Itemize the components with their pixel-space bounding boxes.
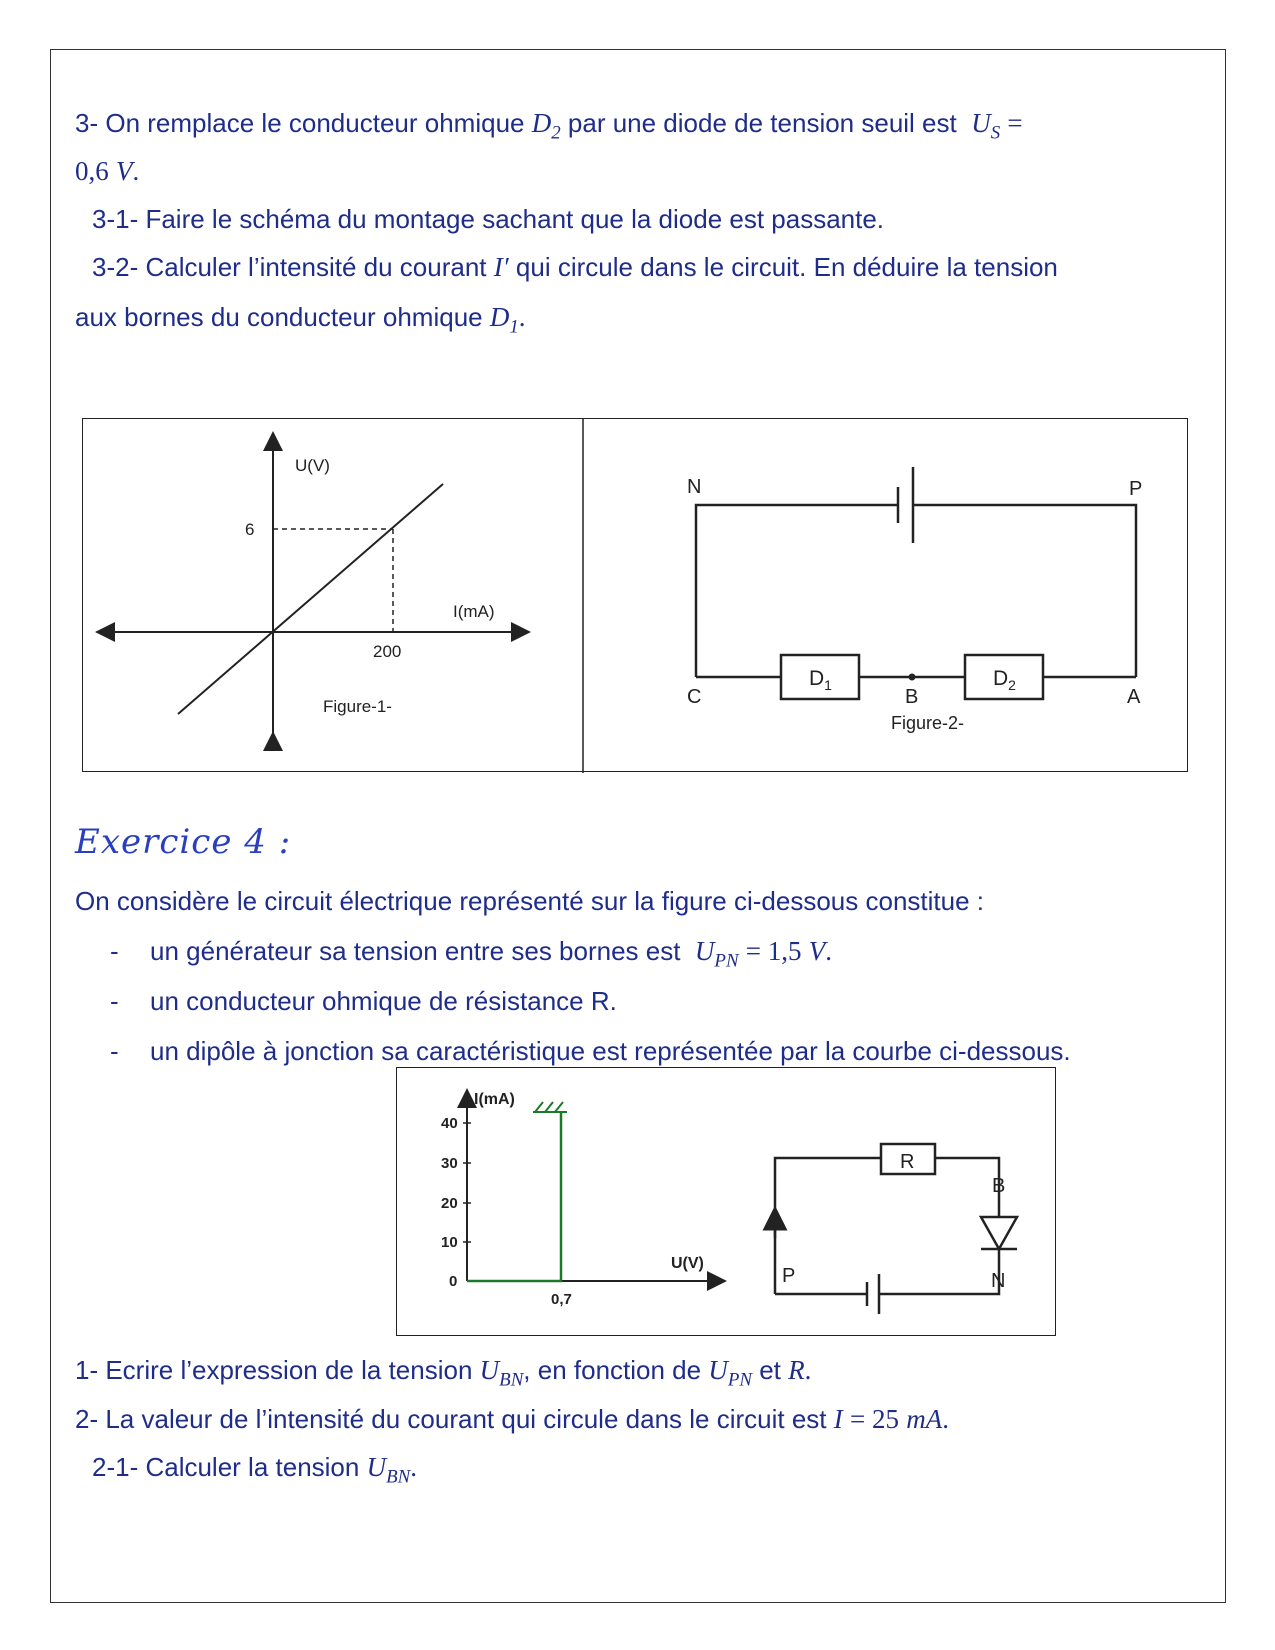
figures-1-2-svg: [83, 419, 1189, 773]
figure-3-box: [396, 1067, 1056, 1336]
fig3-wire-right-top: [935, 1158, 999, 1217]
fig2-node-p: P: [1129, 478, 1143, 500]
fig3-ytick-label-40: 40: [441, 1115, 458, 1132]
question-3-2-line2: aux bornes du conducteur ohmique $D_1$.: [75, 302, 526, 338]
question-3-line1: 3- On remplace le conducteur ohmique $D_2$ par une diode de tension seuil est $U_S$ =: [75, 108, 1023, 144]
fig3-wire-right-bottom: [879, 1249, 999, 1294]
fig1-y-tick: 6: [245, 520, 255, 539]
fig2-node-n: N: [687, 476, 702, 498]
fig2-wire-left-top: [696, 505, 898, 677]
fig3-diode-triangle: [981, 1217, 1017, 1249]
fig3-x-tick: 0,7: [551, 1291, 572, 1308]
fig3-ytick-label-0: 0: [449, 1273, 458, 1290]
exercise-4-intro: On considère le circuit électrique représenté sur la figure ci-dessous constitue :: [75, 886, 984, 916]
question-3-line2: 0,6 V.: [75, 156, 140, 186]
question-3-1: 3-1- Faire le schéma du montage sachant que la diode est passante.: [92, 204, 885, 234]
fig3-label-b: B: [992, 1175, 1006, 1197]
fig2-node-b: B: [905, 686, 919, 708]
exercise-4-title: Exercice 4 :: [75, 822, 292, 862]
figure-3-svg: [397, 1068, 1057, 1337]
fig2-node-c: C: [687, 686, 702, 708]
fig3-ytick-label-30: 30: [441, 1155, 458, 1172]
figure-3-graph: [441, 1091, 717, 1308]
fig2-d1-label: $D_1$: [809, 667, 832, 693]
fig3-characteristic-curve: [467, 1112, 561, 1281]
fig3-label-r: R: [900, 1151, 915, 1173]
exercise-4-question-2-1: 2-1- Calculer la tension $U_{BN}$.: [92, 1452, 417, 1488]
fig2-node-a: A: [1127, 686, 1141, 708]
fig3-label-n: N: [991, 1270, 1006, 1292]
figure-1: [103, 441, 521, 744]
fig2-wire-right-top: [913, 505, 1136, 677]
exercise-4-question-1: 1- Ecrire l’expression de la tension $U_{BN}$, en fonction de $U_{PN}$ et R.: [75, 1355, 812, 1391]
fig3-label-p: P: [782, 1265, 796, 1287]
fig1-characteristic-line: [178, 484, 443, 714]
fig3-ylabel: I(mA): [474, 1091, 515, 1108]
figure-3-circuit: [775, 1144, 1017, 1314]
exercise-4-bullet-2: - un conducteur ohmique de résistance R.: [110, 986, 617, 1016]
figures-1-2-box: [82, 418, 1188, 772]
fig3-ytick-label-20: 20: [441, 1195, 458, 1212]
fig1-xlabel: I(mA): [453, 602, 495, 621]
exercise-4-bullet-1: - un générateur sa tension entre ses bornes est $U_{PN} = 1,5$ V.: [110, 936, 832, 972]
fig2-node-b-dot: [909, 674, 916, 681]
exercise-4-bullet-3: - un dipôle à jonction sa caractéristique est représentée par la courbe ci-dessous.: [110, 1036, 1071, 1066]
fig1-ylabel: U(V): [295, 456, 330, 475]
fig1-caption: Figure-1-: [323, 697, 392, 716]
question-3-2-line1: 3-2- Calculer l’intensité du courant I′ qui circule dans le circuit. En déduire la tension: [92, 252, 1058, 282]
fig2-d2-label: $D_2$: [993, 667, 1016, 693]
figure-2: [687, 467, 1142, 733]
fig2-caption: Figure-2-: [891, 713, 965, 733]
exercise-4-question-2: 2- La valeur de l’intensité du courant qui circule dans le circuit est I = 25 mA.: [75, 1404, 949, 1434]
fig1-x-tick: 200: [373, 642, 402, 661]
fig3-ytick-label-10: 10: [441, 1234, 458, 1251]
fig3-xlabel: U(V): [671, 1255, 704, 1272]
fig3-hatch-mark: [533, 1102, 567, 1112]
